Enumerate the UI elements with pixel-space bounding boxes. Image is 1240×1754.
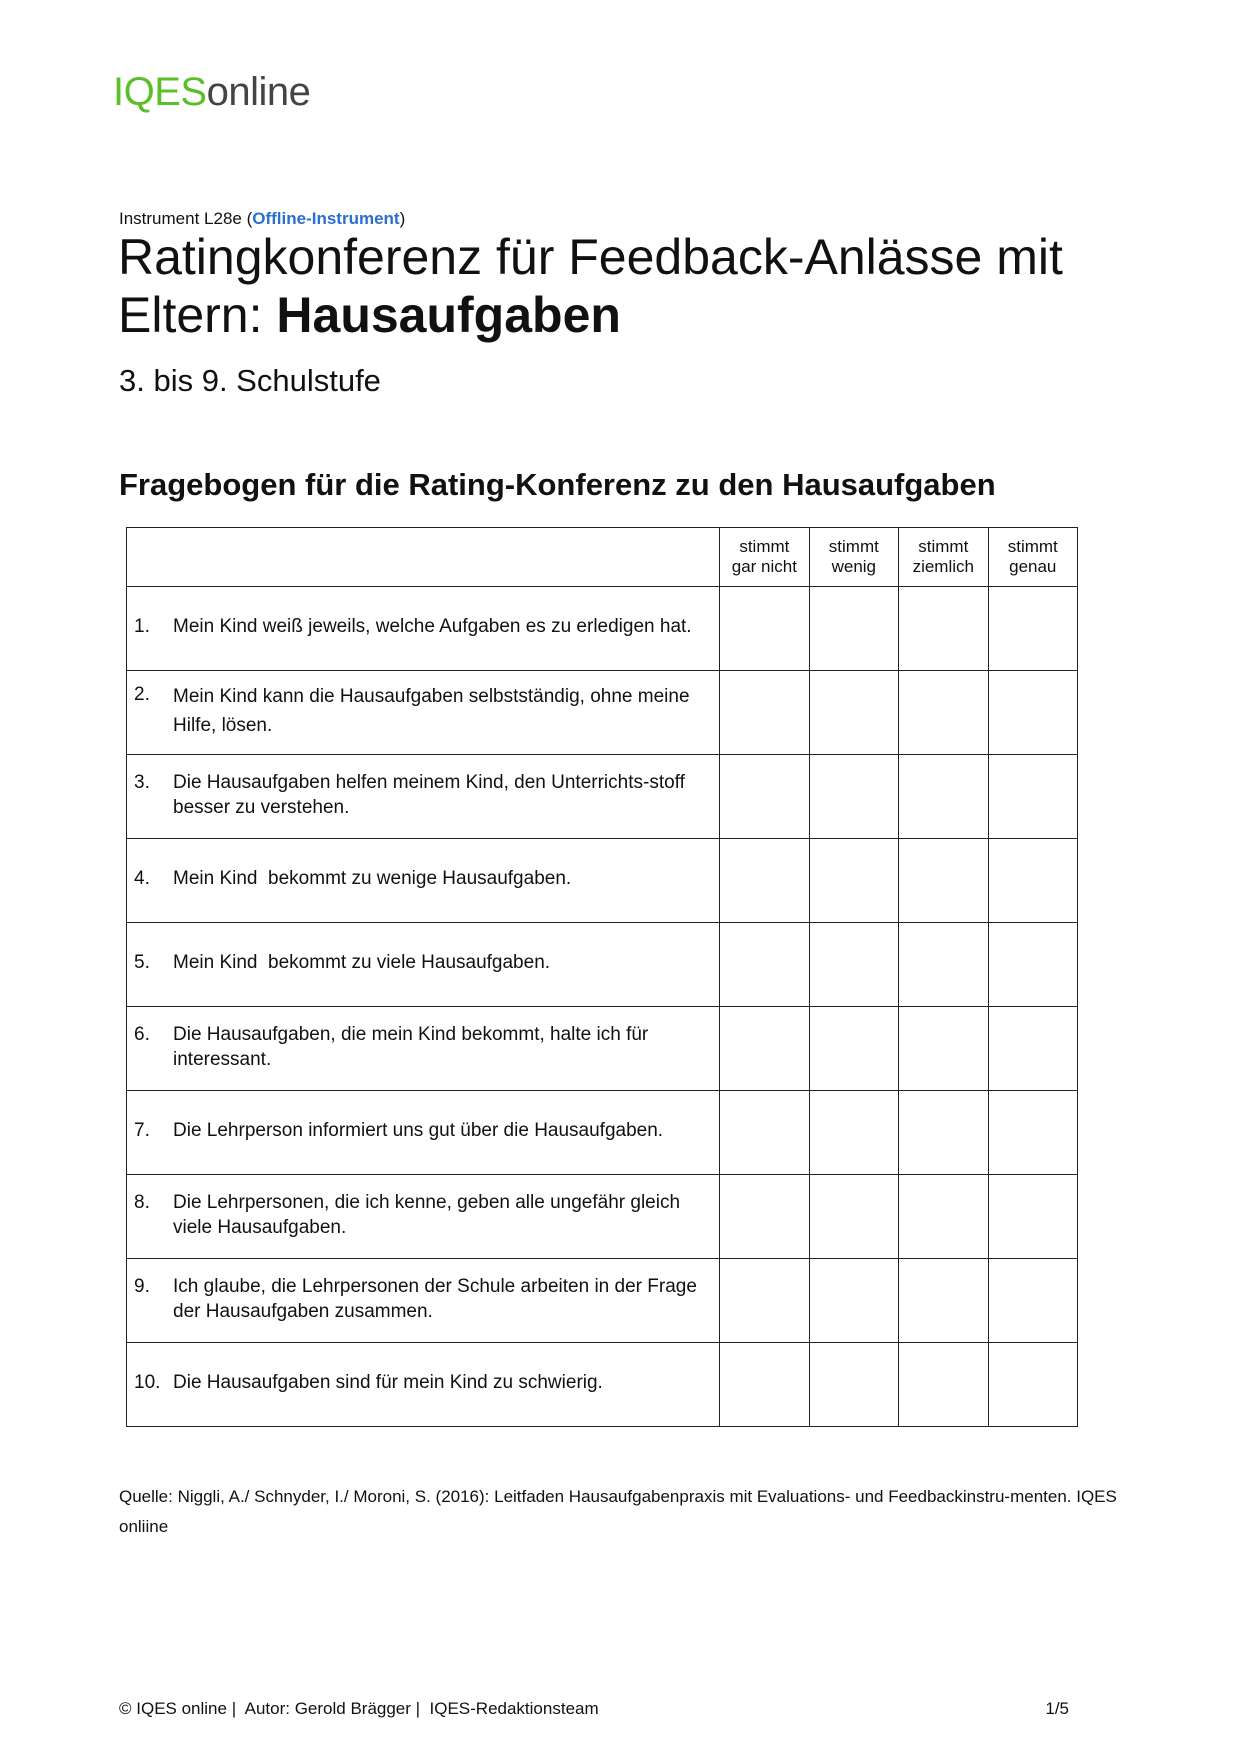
- question-cell: [127, 755, 720, 839]
- title-main: Ratingkonferenz für Feedback-Anlässe mit Eltern:: [118, 229, 1063, 343]
- rating-box[interactable]: [899, 1175, 988, 1259]
- rating-box[interactable]: [988, 1175, 1077, 1259]
- question-text: Mein Kind bekommt zu viele Hausaufgaben.: [173, 952, 551, 973]
- rating-box[interactable]: [899, 671, 988, 755]
- table-row: [127, 839, 1078, 923]
- rating-box[interactable]: [988, 1007, 1077, 1091]
- rating-box[interactable]: [720, 1259, 809, 1343]
- header-empty-cell: [127, 528, 720, 587]
- question-text: Mein Kind weiß jeweils, welche Aufgaben es zu erledigen hat.: [173, 616, 692, 637]
- instrument-line: [119, 208, 405, 230]
- question-number: 5.: [134, 952, 150, 973]
- rating-box[interactable]: [988, 1343, 1077, 1427]
- table-row: [127, 671, 1078, 755]
- table-row: [127, 755, 1078, 839]
- question-cell: [127, 587, 720, 671]
- question-number: 4.: [134, 868, 150, 889]
- rating-box[interactable]: [720, 671, 809, 755]
- rating-box[interactable]: [720, 923, 809, 1007]
- scale-header: stimmt wenig: [809, 528, 898, 587]
- question-text: Ich glaube, die Lehrpersonen der Schule arbeiten in der Frage der Hausaufgaben zusammen.: [173, 1275, 697, 1322]
- rating-box[interactable]: [809, 1343, 898, 1427]
- question-cell: [127, 1091, 720, 1175]
- section-heading: Fragebogen für die Rating-Konferenz zu den Hausaufgaben: [119, 467, 996, 502]
- scale-header: stimmt gar nicht: [720, 528, 809, 587]
- rating-table: [126, 527, 1078, 1427]
- rating-box[interactable]: [899, 839, 988, 923]
- rating-box[interactable]: [809, 839, 898, 923]
- question-cell: [127, 1175, 720, 1259]
- document-title: [118, 228, 1118, 344]
- document-subtitle: 3. bis 9. Schulstufe: [119, 363, 381, 398]
- rating-box[interactable]: [899, 1007, 988, 1091]
- question-cell: [127, 923, 720, 1007]
- question-cell: [127, 1259, 720, 1343]
- rating-box[interactable]: [988, 923, 1077, 1007]
- instrument-suffix: ): [399, 209, 406, 228]
- page-number: 1/5: [1045, 1699, 1069, 1718]
- question-cell: [127, 1007, 720, 1091]
- question-number: 6.: [134, 1023, 150, 1045]
- rating-box[interactable]: [899, 1343, 988, 1427]
- rating-box[interactable]: [899, 755, 988, 839]
- question-text: Die Hausaufgaben, die mein Kind bekommt, halte ich für interessant.: [173, 1023, 649, 1070]
- rating-box[interactable]: [899, 923, 988, 1007]
- question-cell: [127, 839, 720, 923]
- table-row: [127, 587, 1078, 671]
- source-citation: Quelle: Niggli, A./ Schnyder, I./ Moroni, S. (2016): Leitfaden Hausaufgabenpraxis mit Evaluations- und Feedbackinstru-menten. IQES onliine: [119, 1487, 1117, 1536]
- question-cell: [127, 671, 720, 755]
- rating-box[interactable]: [988, 671, 1077, 755]
- table-row: [127, 923, 1078, 1007]
- rating-box[interactable]: [720, 1175, 809, 1259]
- rating-box[interactable]: [988, 1091, 1077, 1175]
- rating-box[interactable]: [899, 1259, 988, 1343]
- table-header-row: [127, 528, 1078, 587]
- rating-box[interactable]: [809, 1007, 898, 1091]
- logo-brand: IQES: [113, 70, 207, 114]
- rating-box[interactable]: [988, 587, 1077, 671]
- iqes-logo: [113, 68, 310, 116]
- footer-credits: © IQES online | Autor: Gerold Brägger | IQES-Redaktionsteam: [119, 1699, 599, 1718]
- question-number: 1.: [134, 616, 150, 637]
- logo-suffix: online: [206, 70, 311, 114]
- page-footer: [119, 1698, 1069, 1720]
- rating-box[interactable]: [988, 839, 1077, 923]
- rating-box[interactable]: [988, 755, 1077, 839]
- rating-box[interactable]: [720, 755, 809, 839]
- scale-header: stimmt ziemlich: [899, 528, 988, 587]
- question-number: 3.: [134, 771, 150, 793]
- rating-box[interactable]: [809, 755, 898, 839]
- question-text: Mein Kind kann die Hausaufgaben selbstständig, ohne meine Hilfe, lösen.: [173, 685, 690, 736]
- question-text: Die Hausaufgaben helfen meinem Kind, den Unterrichts-stoff besser zu verstehen.: [173, 771, 685, 818]
- rating-box[interactable]: [809, 1175, 898, 1259]
- table-row: [127, 1091, 1078, 1175]
- rating-box[interactable]: [809, 1091, 898, 1175]
- question-text: Mein Kind bekommt zu wenige Hausaufgaben.: [173, 868, 572, 889]
- question-number: 7.: [134, 1120, 150, 1141]
- rating-box[interactable]: [720, 839, 809, 923]
- rating-box[interactable]: [988, 1259, 1077, 1343]
- instrument-tag: Offline-Instrument: [252, 209, 400, 228]
- question-text: Die Lehrperson informiert uns gut über die Hausaufgaben.: [173, 1120, 664, 1141]
- table-row: [127, 1007, 1078, 1091]
- table-row: [127, 1175, 1078, 1259]
- question-cell: [127, 1343, 720, 1427]
- rating-box[interactable]: [720, 1343, 809, 1427]
- table-row: [127, 1259, 1078, 1343]
- question-number: 8.: [134, 1191, 150, 1213]
- table-row: [127, 1343, 1078, 1427]
- question-text: Die Lehrpersonen, die ich kenne, geben alle ungefähr gleich viele Hausaufgaben.: [173, 1191, 681, 1238]
- rating-box[interactable]: [899, 587, 988, 671]
- rating-box[interactable]: [809, 671, 898, 755]
- rating-box[interactable]: [720, 1091, 809, 1175]
- rating-box[interactable]: [720, 1007, 809, 1091]
- rating-box[interactable]: [809, 587, 898, 671]
- rating-box[interactable]: [720, 587, 809, 671]
- rating-box[interactable]: [809, 1259, 898, 1343]
- question-text: Die Hausaufgaben sind für mein Kind zu schwierig.: [173, 1372, 603, 1393]
- question-number: 10.: [134, 1372, 161, 1393]
- title-bold: Hausaufgaben: [276, 287, 621, 343]
- scale-header: stimmt genau: [988, 528, 1077, 587]
- rating-box[interactable]: [899, 1091, 988, 1175]
- instrument-prefix: Instrument L28e (: [119, 209, 253, 228]
- question-number: 2.: [134, 683, 150, 705]
- rating-box[interactable]: [809, 923, 898, 1007]
- question-number: 9.: [134, 1275, 150, 1297]
